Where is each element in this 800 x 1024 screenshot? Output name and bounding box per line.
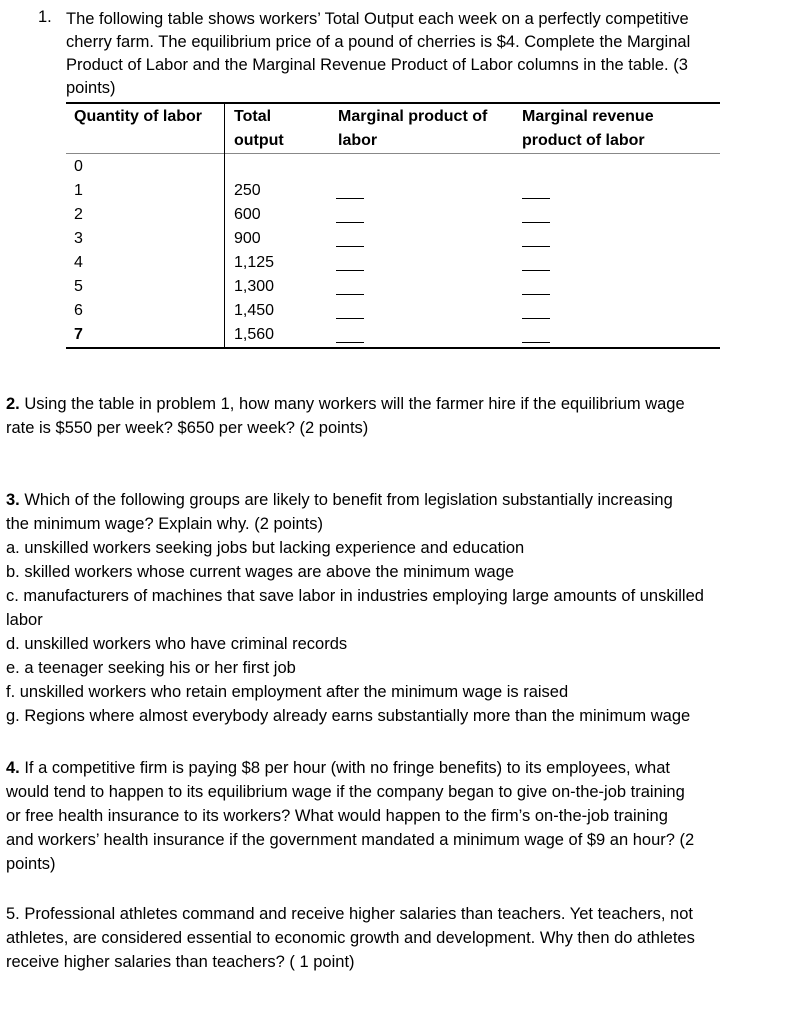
output-cell: 250 — [234, 182, 261, 199]
question-5-line: athletes, are considered essential to economic growth and development. Why then do athletes — [6, 929, 695, 947]
table-bottom-rule — [66, 347, 720, 349]
labor-cell: 2 — [74, 206, 83, 223]
mp-blank — [336, 222, 364, 223]
labor-cell: 0 — [74, 158, 83, 175]
question-2-line: rate is $550 per week? $650 per week? (2 points) — [6, 419, 369, 437]
mrp-blank — [522, 246, 550, 247]
table-column-divider — [224, 104, 225, 347]
output-cell: 1,450 — [234, 302, 275, 319]
question-5 — [6, 902, 794, 974]
header-marginal-revenue-line2: product of labor — [522, 132, 645, 149]
question-3-option: b. skilled workers whose current wages are above the minimum wage — [6, 563, 515, 581]
question-3 — [6, 488, 794, 728]
question-5-line: 5. Professional athletes command and receive higher salaries than teachers. Yet teachers, not — [6, 905, 693, 923]
question-4-line: If a competitive firm is paying $8 per hour (with no fringe benefits) to its employees, what — [19, 759, 670, 777]
question-4-line: and workers’ health insurance if the government mandated a minimum wage of $9 an hour? (2 — [6, 831, 695, 849]
mrp-blank — [522, 198, 550, 199]
question-1-line: The following table shows workers’ Total Output each week on a perfectly competitive — [66, 10, 689, 28]
mp-blank — [336, 198, 364, 199]
mrp-blank — [522, 294, 550, 295]
question-3-number: 3. — [6, 491, 20, 509]
question-3-option: g. Regions where almost everybody already earns substantially more than the minimum wage — [6, 707, 691, 725]
question-4-line: points) — [6, 855, 56, 873]
question-1-line: points) — [66, 79, 116, 97]
header-marginal-product-line2: labor — [338, 132, 378, 149]
question-2-line: Using the table in problem 1, how many workers will the farmer hire if the equilibrium wage — [19, 395, 685, 413]
labor-cell: 1 — [74, 182, 83, 199]
question-5-line: receive higher salaries than teachers? ( 1 point) — [6, 953, 355, 971]
question-3-option: e. a teenager seeking his or her first job — [6, 659, 296, 677]
mrp-blank — [522, 270, 550, 271]
question-1-line: Product of Labor and the Marginal Revenue Product of Labor columns in the table. (3 — [66, 56, 688, 74]
output-cell: 600 — [234, 206, 261, 223]
question-1-line: cherry farm. The equilibrium price of a pound of cherries is $4. Complete the Marginal — [66, 33, 691, 51]
header-total-output-line1: Total — [234, 108, 272, 125]
output-cell: 1,125 — [234, 254, 275, 271]
question-3-option: a. unskilled workers seeking jobs but lacking experience and education — [6, 539, 525, 557]
header-marginal-product-line1: Marginal product of — [338, 108, 488, 125]
labor-table — [66, 102, 720, 350]
question-2-number: 2. — [6, 395, 20, 413]
header-marginal-revenue-line1: Marginal revenue — [522, 108, 654, 125]
question-3-option: labor — [6, 611, 43, 629]
output-cell: 1,560 — [234, 326, 275, 343]
labor-cell: 5 — [74, 278, 83, 295]
labor-cell: 6 — [74, 302, 83, 319]
question-4-line: would tend to happen to its equilibrium wage if the company began to give on-the-job training — [6, 783, 685, 801]
mp-blank — [336, 270, 364, 271]
labor-cell: 7 — [74, 326, 83, 343]
table-top-rule — [66, 102, 720, 104]
output-cell: 900 — [234, 230, 261, 247]
header-quantity-of-labor: Quantity of labor — [74, 108, 202, 125]
labor-cell: 3 — [74, 230, 83, 247]
mrp-blank — [522, 342, 550, 343]
question-3-option: f. unskilled workers who retain employment after the minimum wage is raised — [6, 683, 569, 701]
question-1-number: 1. — [38, 8, 52, 26]
table-header-rule — [66, 153, 720, 154]
labor-cell: 4 — [74, 254, 83, 271]
mp-blank — [336, 294, 364, 295]
question-4-line: or free health insurance to its workers? What would happen to the firm’s on-the-job training — [6, 807, 668, 825]
question-3-option: c. manufacturers of machines that save labor in industries employing large amounts of unskilled — [6, 587, 704, 605]
question-3-line: Which of the following groups are likely to benefit from legislation substantially increasing — [19, 491, 673, 509]
output-cell: 1,300 — [234, 278, 275, 295]
mp-blank — [336, 318, 364, 319]
question-4-number: 4. — [6, 759, 20, 777]
question-3-option: d. unskilled workers who have criminal records — [6, 635, 348, 653]
mrp-blank — [522, 318, 550, 319]
question-4 — [6, 756, 794, 876]
header-total-output-line2: output — [234, 132, 284, 149]
mp-blank — [336, 246, 364, 247]
question-2 — [6, 392, 794, 440]
mp-blank — [336, 342, 364, 343]
question-1-text — [66, 8, 786, 100]
question-3-line: the minimum wage? Explain why. (2 points) — [6, 515, 323, 533]
mrp-blank — [522, 222, 550, 223]
